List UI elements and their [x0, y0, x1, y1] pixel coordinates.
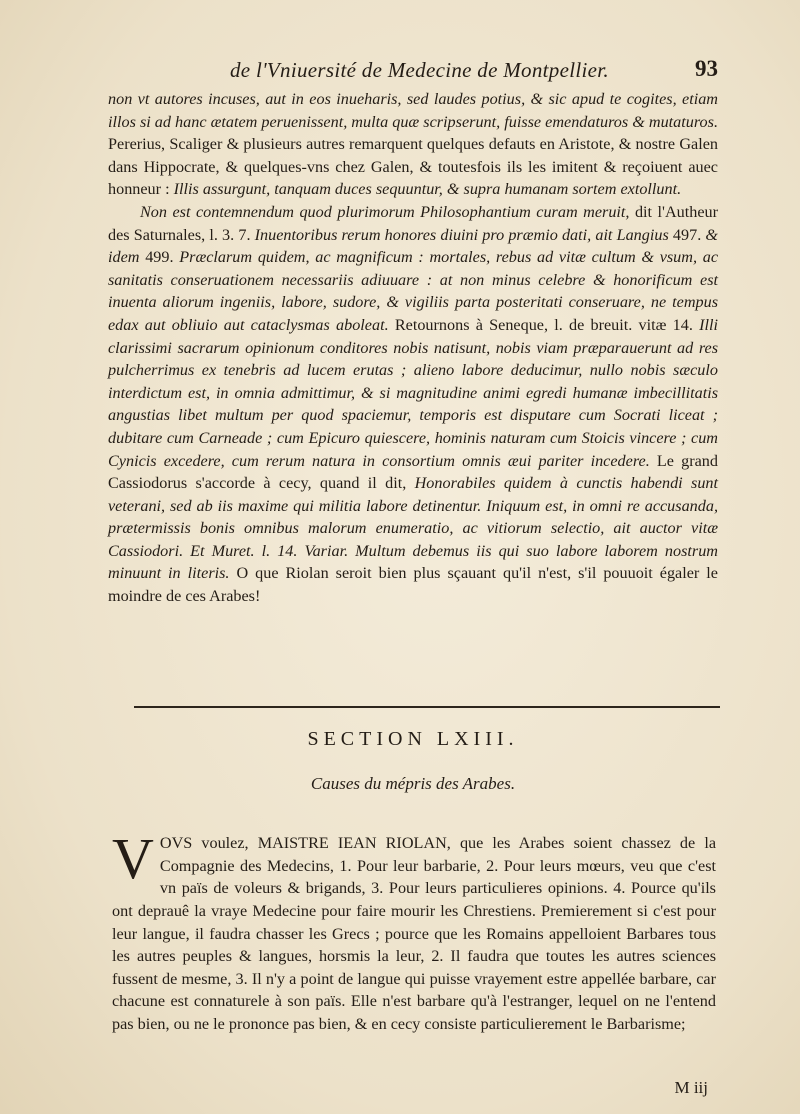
french-text: OVS voulez, MAISTRE IEAN RIOLAN, que les Arabes soient chassez de la Compagnie des Medecins, 1. Pour leur barbarie, 2. Pour leurs mœurs, veu que c'est vn païs de voleurs & brigands, 3. Pour leurs particulieres opinions. 4. Pource qu'ils ont deprauê la vraye Medecine pour faire mourir les Chrestiens. Premierement si c'est pour leur langue, il faudra chasser les Grecs ; pource que les Romains appelloient Barbares tous les autres peuples & langues, horsmis la leur, 2. Il faudra que toutes les autres sciences fussent de mesme, 3. Il n'y a point de langue qui puisse vrayement estre appellée barbare, car chacune est connaturele à son païs. Elle n'est barbare qu'à l'estranger, lequel on ne l'entend pas bien, ou ne le prononce pas bien, & en cecy consiste particulierement le Barbarisme; — [112, 834, 716, 1033]
french-text: 497. — [668, 225, 706, 244]
french-text: O que Riolan seroit bien plus sçauant qu'il n'est, s'il pouuoit égaler le moindre de ces Arabes! — [108, 564, 718, 606]
french-text: 499. — [139, 248, 180, 267]
page-header — [90, 58, 718, 86]
main-text — [108, 88, 718, 608]
latin-quote: non vt autores incuses, aut in eos inueharis, sed laudes potius, & sic apud te cogites, etiam illos si ad hanc ætatem peruenissent, multa quæ scripserunt, fuisse emendaturos & mutaturos. — [108, 90, 718, 131]
french-text: dit l'Autheur des Saturnales, l. 3. 7. — [108, 202, 718, 244]
paragraph-3 — [112, 826, 716, 1035]
running-title: de l'Vniuersité de Medecine de Montpellier. — [230, 58, 609, 82]
french-text: Pererius, Scaliger & plusieurs autres remarquent quelques defauts en Aristote, & nostre Galen dans Hippocrate, & quelques-vns chez Galen, & toutesfois ils les imitent & reçoiuent auec honneur : — [108, 135, 718, 199]
paragraph-1 — [108, 88, 718, 201]
section-title: SECTION LXIII. — [307, 728, 519, 750]
latin-quote: Illi clarissimi sacrarum opinionum conditores nobis natisunt, nobis viam præparauerunt ad res pulcherrimus ex tenebris ad lucem erutas ; alieno labore deducimur, nullo nobis sæculo interdictum est, in omnia admittimur, & si magnitudine animi egredi humanæ imbecillitatis angustias libet multum per quod spaciemur, temporis est disputare cum Socrati liceat ; dubitare cum Carneade ; cum Epicuro quiescere, hominis naturam cum Stoicis vincere ; cum Cynicis excedere, cum rerum natura in consortium omnis æui pariter incedere. — [108, 315, 718, 470]
paragraph-2 — [108, 201, 718, 608]
section-subtitle: Causes du mépris des Arabes. — [310, 774, 516, 793]
section-text — [112, 816, 716, 1052]
latin-quote: Illis assurgunt, tanquam duces sequuntur, & supra humanam sortem extollunt. — [173, 180, 682, 199]
drop-cap: V — [112, 826, 154, 892]
latin-quote: Non est contemnendum quod plurimorum Philosophantium curam meruit, — [140, 202, 630, 221]
latin-quote: Inuentoribus rerum honores diuini pro præmio dati, ait Langius — [254, 225, 669, 244]
latin-quote: & idem — [108, 225, 718, 267]
section-divider — [134, 706, 720, 708]
latin-quote: Præclarum quidem, ac magnificum : mortales, rebus ad vitæ cultum & vsum, ac sanitatis conseruationem necessariis adiuuare : at non minus celebre & honorificum est inuenta aliorum ingeniis, labore, sudore, & vigiliis parta posteritati conseruare, ne tempus edax aut obliuio aut cataclysmas aboleat. — [108, 248, 719, 334]
french-text: Retournons à Seneque, l. de breuit. vitæ 14. — [388, 315, 700, 334]
signature-mark: M iij — [674, 1078, 708, 1097]
french-text: Le grand Cassiodorus s'accorde à cecy, quand il dit, — [108, 451, 718, 493]
latin-quote: Honorabiles quidem à cunctis habendi sunt veterani, sed ab iis maxime qui militia labore detinentur. Iniquum est, in omni re accusanda, prætermissis bonis omnibus malorum enumeratio, ac vitiorum selectio, ait auctor vitæ Cassiodori. Et Muret. l. 14. Variar. Multum debemus iis qui suo labore laborem nostrum minuunt in literis. — [108, 474, 718, 583]
page-number: 93 — [695, 56, 718, 81]
